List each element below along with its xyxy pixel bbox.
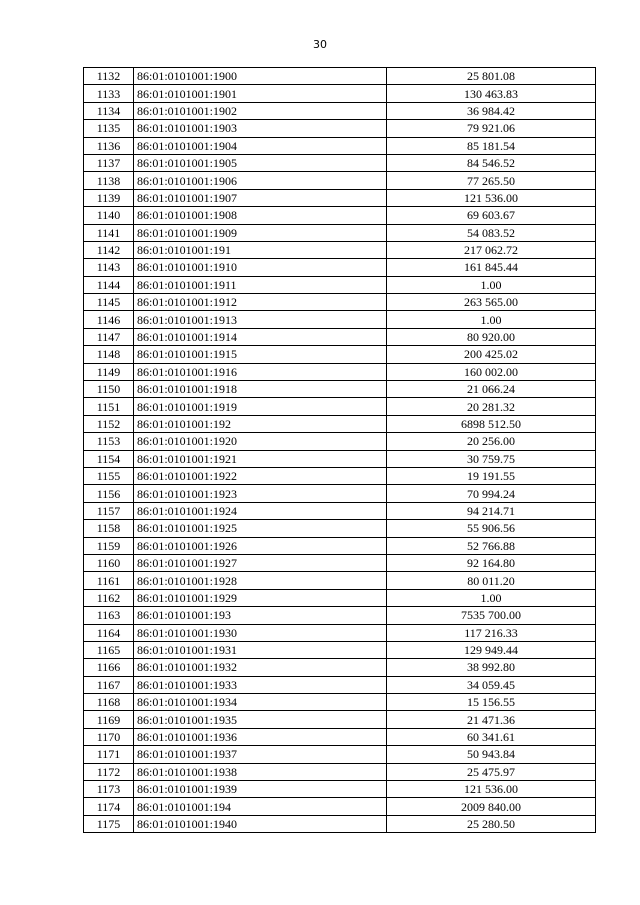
cadastral-number: 86:01:0101001:1932 [134, 659, 387, 676]
cadastral-value: 160 002.00 [387, 363, 596, 380]
row-number: 1150 [84, 381, 134, 398]
cadastral-value: 34 059.45 [387, 676, 596, 693]
cadastral-value: 50 943.84 [387, 746, 596, 763]
cadastral-number: 86:01:0101001:1940 [134, 815, 387, 832]
table-body [84, 68, 596, 833]
table-row [84, 224, 596, 241]
row-number: 1175 [84, 815, 134, 832]
cadastral-number: 86:01:0101001:1939 [134, 781, 387, 798]
cadastral-value: 94 214.71 [387, 502, 596, 519]
cadastral-value: 121 536.00 [387, 189, 596, 206]
table-row [84, 207, 596, 224]
cadastral-number: 86:01:0101001:1926 [134, 537, 387, 554]
row-number: 1156 [84, 485, 134, 502]
table-row [84, 641, 596, 658]
row-number: 1142 [84, 241, 134, 258]
table-row [84, 607, 596, 624]
cadastral-number: 86:01:0101001:1920 [134, 433, 387, 450]
row-number: 1172 [84, 763, 134, 780]
cadastral-number: 86:01:0101001:1936 [134, 728, 387, 745]
cadastral-value: 7535 700.00 [387, 607, 596, 624]
cadastral-number: 86:01:0101001:1913 [134, 311, 387, 328]
cadastral-value: 15 156.55 [387, 694, 596, 711]
cadastral-number: 86:01:0101001:1937 [134, 746, 387, 763]
table-row [84, 241, 596, 258]
cadastral-number: 86:01:0101001:1918 [134, 381, 387, 398]
table-row [84, 85, 596, 102]
cadastral-value: 25 475.97 [387, 763, 596, 780]
table-row [84, 137, 596, 154]
cadastral-number: 86:01:0101001:1908 [134, 207, 387, 224]
cadastral-number: 86:01:0101001:1923 [134, 485, 387, 502]
cadastral-value: 2009 840.00 [387, 798, 596, 815]
row-number: 1167 [84, 676, 134, 693]
cadastral-value: 20 256.00 [387, 433, 596, 450]
row-number: 1166 [84, 659, 134, 676]
row-number: 1162 [84, 589, 134, 606]
cadastral-number: 86:01:0101001:1922 [134, 467, 387, 484]
cadastral-value: 85 181.54 [387, 137, 596, 154]
cadastral-value: 19 191.55 [387, 467, 596, 484]
row-number: 1144 [84, 276, 134, 293]
cadastral-number: 86:01:0101001:1909 [134, 224, 387, 241]
table-row [84, 798, 596, 815]
row-number: 1174 [84, 798, 134, 815]
cadastral-value: 70 994.24 [387, 485, 596, 502]
row-number: 1169 [84, 711, 134, 728]
row-number: 1151 [84, 398, 134, 415]
cadastral-value: 21 066.24 [387, 381, 596, 398]
cadastral-number: 86:01:0101001:1905 [134, 154, 387, 171]
cadastral-value: 263 565.00 [387, 294, 596, 311]
row-number: 1170 [84, 728, 134, 745]
table-row [84, 763, 596, 780]
cadastral-number: 86:01:0101001:1911 [134, 276, 387, 293]
row-number: 1143 [84, 259, 134, 276]
row-number: 1146 [84, 311, 134, 328]
table-row [84, 363, 596, 380]
cadastral-value: 54 083.52 [387, 224, 596, 241]
cadastral-value: 79 921.06 [387, 120, 596, 137]
table-row [84, 781, 596, 798]
row-number: 1165 [84, 641, 134, 658]
table-row [84, 276, 596, 293]
table-row [84, 502, 596, 519]
row-number: 1163 [84, 607, 134, 624]
cadastral-number: 86:01:0101001:1934 [134, 694, 387, 711]
row-number: 1158 [84, 520, 134, 537]
cadastral-value: 1.00 [387, 276, 596, 293]
cadastral-number: 86:01:0101001:1916 [134, 363, 387, 380]
cadastral-value: 25 280.50 [387, 815, 596, 832]
cadastral-number: 86:01:0101001:1907 [134, 189, 387, 206]
cadastral-number: 86:01:0101001:1902 [134, 102, 387, 119]
cadastral-value: 200 425.02 [387, 346, 596, 363]
table-row [84, 711, 596, 728]
table-row [84, 311, 596, 328]
cadastral-value: 25 801.08 [387, 68, 596, 85]
table-row [84, 659, 596, 676]
table-row [84, 433, 596, 450]
row-number: 1140 [84, 207, 134, 224]
cadastral-value: 6898 512.50 [387, 415, 596, 432]
row-number: 1152 [84, 415, 134, 432]
cadastral-number: 86:01:0101001:1925 [134, 520, 387, 537]
cadastral-value: 55 906.56 [387, 520, 596, 537]
table-row [84, 120, 596, 137]
table-row [84, 485, 596, 502]
row-number: 1149 [84, 363, 134, 380]
cadastral-number: 86:01:0101001:1935 [134, 711, 387, 728]
table-row [84, 815, 596, 832]
cadastral-number: 86:01:0101001:1901 [134, 85, 387, 102]
row-number: 1135 [84, 120, 134, 137]
table-row [84, 154, 596, 171]
cadastral-value: 1.00 [387, 589, 596, 606]
cadastral-number: 86:01:0101001:1915 [134, 346, 387, 363]
cadastral-number: 86:01:0101001:192 [134, 415, 387, 432]
row-number: 1173 [84, 781, 134, 798]
row-number: 1137 [84, 154, 134, 171]
table-row [84, 415, 596, 432]
cadastral-value: 80 920.00 [387, 328, 596, 345]
table-row [84, 676, 596, 693]
table-row [84, 554, 596, 571]
row-number: 1154 [84, 450, 134, 467]
cadastral-value: 20 281.32 [387, 398, 596, 415]
row-number: 1136 [84, 137, 134, 154]
table-row [84, 624, 596, 641]
cadastral-value: 130 463.83 [387, 85, 596, 102]
table-row [84, 346, 596, 363]
cadastral-value: 117 216.33 [387, 624, 596, 641]
table-row [84, 328, 596, 345]
cadastral-number: 86:01:0101001:1910 [134, 259, 387, 276]
row-number: 1145 [84, 294, 134, 311]
table-row [84, 694, 596, 711]
cadastral-number: 86:01:0101001:194 [134, 798, 387, 815]
table-row [84, 589, 596, 606]
row-number: 1134 [84, 102, 134, 119]
cadastral-value: 84 546.52 [387, 154, 596, 171]
cadastral-number: 86:01:0101001:191 [134, 241, 387, 258]
row-number: 1157 [84, 502, 134, 519]
cadastral-value: 69 603.67 [387, 207, 596, 224]
cadastral-value: 161 845.44 [387, 259, 596, 276]
cadastral-number: 86:01:0101001:1912 [134, 294, 387, 311]
table-row [84, 259, 596, 276]
cadastral-number: 86:01:0101001:1914 [134, 328, 387, 345]
row-number: 1164 [84, 624, 134, 641]
row-number: 1147 [84, 328, 134, 345]
cadastral-number: 86:01:0101001:1924 [134, 502, 387, 519]
row-number: 1159 [84, 537, 134, 554]
table-row [84, 172, 596, 189]
table-row [84, 728, 596, 745]
cadastral-number: 86:01:0101001:1930 [134, 624, 387, 641]
cadastral-value: 36 984.42 [387, 102, 596, 119]
cadastral-value: 30 759.75 [387, 450, 596, 467]
table-row [84, 189, 596, 206]
cadastral-value: 1.00 [387, 311, 596, 328]
row-number: 1133 [84, 85, 134, 102]
row-number: 1168 [84, 694, 134, 711]
row-number: 1171 [84, 746, 134, 763]
cadastral-number: 86:01:0101001:1900 [134, 68, 387, 85]
cadastral-value: 77 265.50 [387, 172, 596, 189]
cadastral-number: 86:01:0101001:1906 [134, 172, 387, 189]
row-number: 1161 [84, 572, 134, 589]
cadastral-number: 86:01:0101001:193 [134, 607, 387, 624]
row-number: 1141 [84, 224, 134, 241]
table-row [84, 294, 596, 311]
row-number: 1148 [84, 346, 134, 363]
row-number: 1132 [84, 68, 134, 85]
table-row [84, 537, 596, 554]
cadastral-number: 86:01:0101001:1938 [134, 763, 387, 780]
cadastral-number: 86:01:0101001:1931 [134, 641, 387, 658]
row-number: 1160 [84, 554, 134, 571]
table-row [84, 572, 596, 589]
page-number: 30 [313, 38, 327, 51]
table-row [84, 520, 596, 537]
row-number: 1153 [84, 433, 134, 450]
cadastral-number: 86:01:0101001:1903 [134, 120, 387, 137]
table-row [84, 102, 596, 119]
cadastral-value: 80 011.20 [387, 572, 596, 589]
cadastral-value: 92 164.80 [387, 554, 596, 571]
cadastral-value: 38 992.80 [387, 659, 596, 676]
cadastral-number: 86:01:0101001:1929 [134, 589, 387, 606]
table-row [84, 68, 596, 85]
cadastral-number: 86:01:0101001:1904 [134, 137, 387, 154]
row-number: 1155 [84, 467, 134, 484]
row-number: 1139 [84, 189, 134, 206]
cadastral-number: 86:01:0101001:1921 [134, 450, 387, 467]
table-row [84, 467, 596, 484]
cadastral-number: 86:01:0101001:1928 [134, 572, 387, 589]
cadastral-number: 86:01:0101001:1919 [134, 398, 387, 415]
table-row [84, 381, 596, 398]
cadastral-value: 60 341.61 [387, 728, 596, 745]
table-row [84, 398, 596, 415]
table-row [84, 450, 596, 467]
table-row [84, 746, 596, 763]
cadastral-value: 121 536.00 [387, 781, 596, 798]
cadastral-value: 129 949.44 [387, 641, 596, 658]
cadastral-value: 52 766.88 [387, 537, 596, 554]
cadastral-number: 86:01:0101001:1927 [134, 554, 387, 571]
row-number: 1138 [84, 172, 134, 189]
cadastral-table [83, 67, 596, 833]
cadastral-value: 217 062.72 [387, 241, 596, 258]
cadastral-number: 86:01:0101001:1933 [134, 676, 387, 693]
cadastral-value: 21 471.36 [387, 711, 596, 728]
